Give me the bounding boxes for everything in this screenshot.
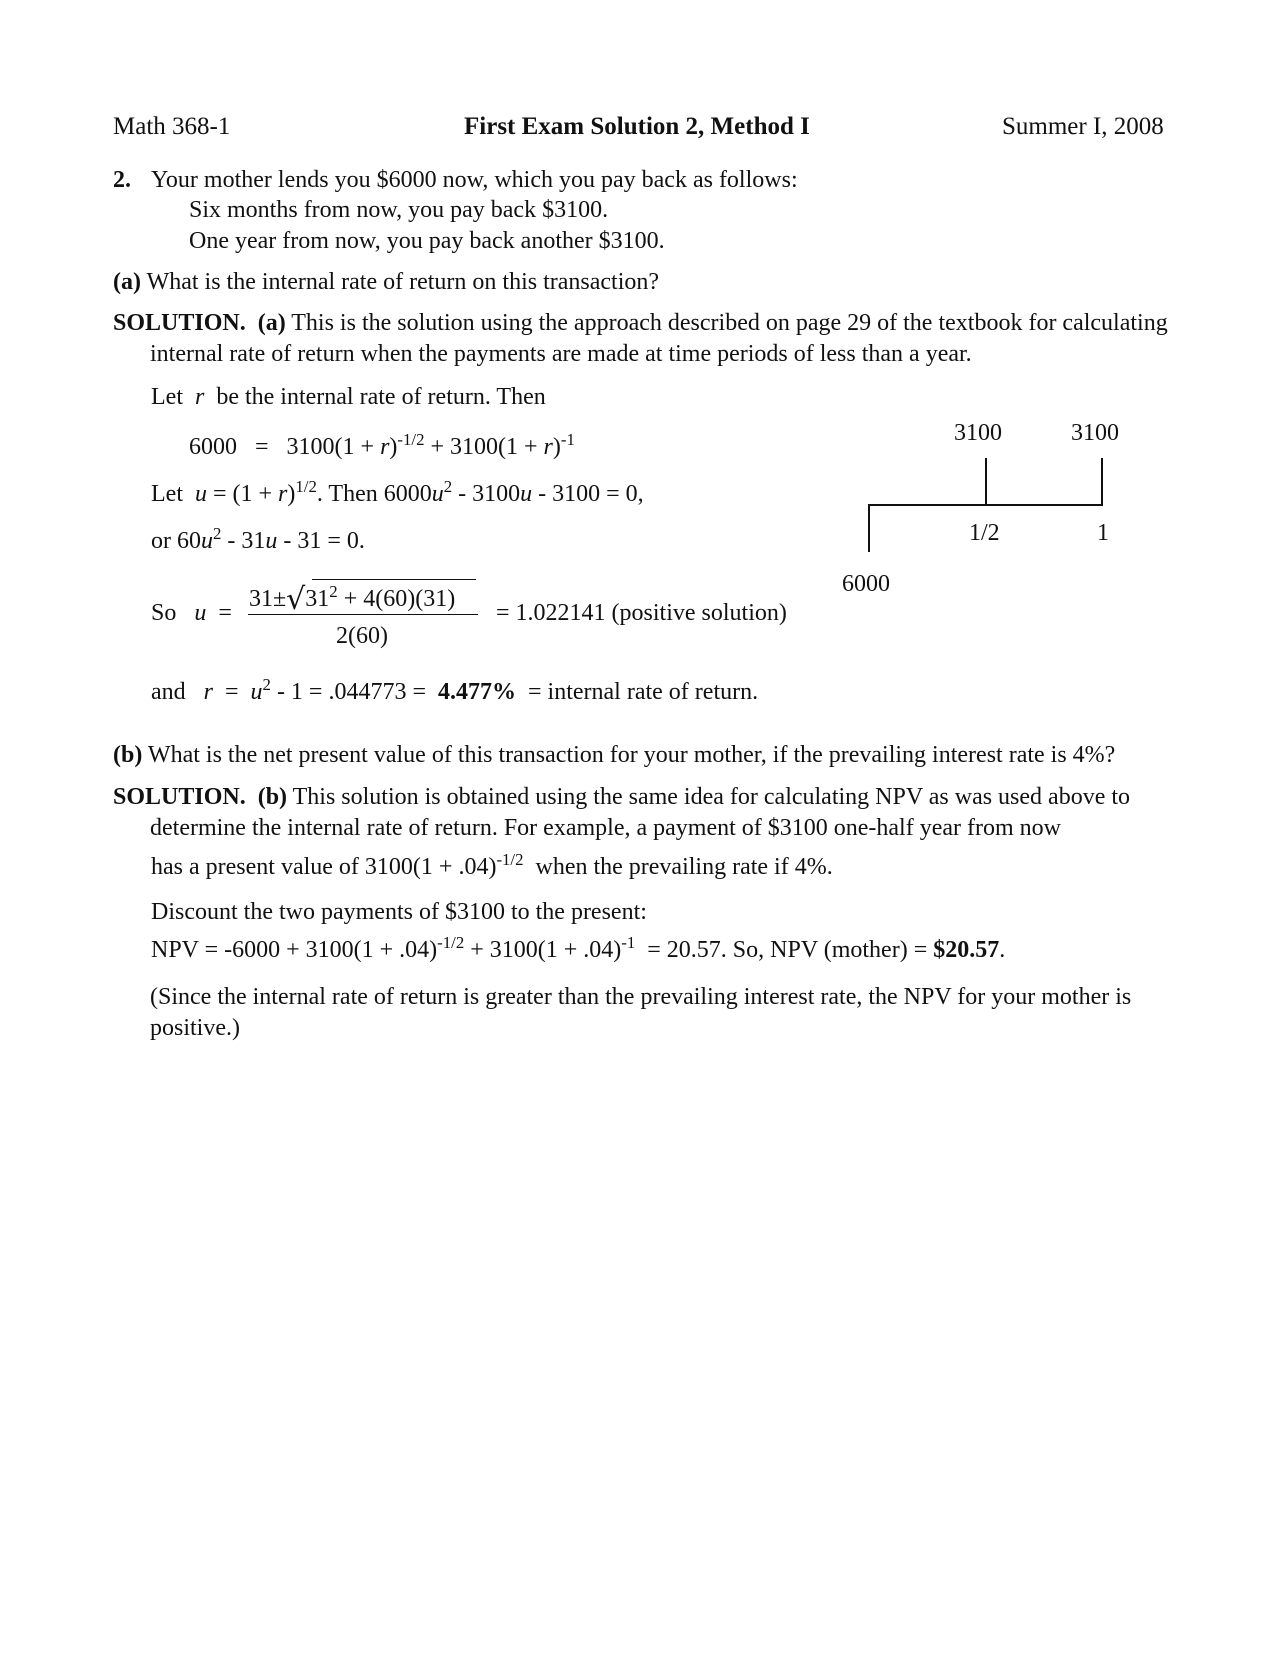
solution-b-paragraph: SOLUTION. (b) This solution is obtained using the same idea for calculating NPV as was used above to determine the internal rate of return. For example, a payment of $3100 one-half year from now — [113, 784, 1131, 841]
timeline-amount-one: 3100 — [1071, 420, 1119, 446]
payment-line-1: Six months from now, you pay back $3100. — [189, 197, 609, 223]
u-result: = 1.022141 (positive solution) — [496, 600, 787, 626]
so-u-label: So u = — [151, 600, 232, 626]
problem-statement: Your mother lends you $6000 now, which you pay back as follows: — [151, 167, 798, 193]
term-label: Summer I, 2008 — [1002, 113, 1164, 140]
payment-line-2: One year from now, you pay back another $3100. — [189, 228, 665, 254]
course-label: Math 368-1 — [113, 113, 231, 140]
let-r-line: Let r be the internal rate of return. Then — [151, 384, 546, 410]
quadratic-line: or $60u^2 - 31u - 31 = 0$. — [151, 523, 365, 554]
part-b-question: (b) What is the net present value of this transaction for your mother, if the prevailing interest rate is 4%? — [113, 742, 1116, 768]
sqrt-icon: √ — [286, 582, 306, 617]
timeline-label-one: 1 — [1097, 520, 1109, 546]
npv-note: (Since the internal rate of return is greater than the prevailing interest rate, the NPV for your mother is positive.) — [150, 984, 1132, 1041]
timeline-amount-now: 6000 — [842, 571, 890, 597]
let-u-line: Let $u = (1 + r)^{1/2}$. Then $6000u^2 - 3100u - 3100 = 0$, — [151, 476, 644, 507]
timeline-label-half: 1/2 — [969, 520, 1000, 546]
solution-a-paragraph: SOLUTION. (a) This is the solution using the approach described on page 29 of the textbook for calculating internal rate of return when the payments are made at time periods of less than a year. — [113, 310, 1168, 367]
fraction-denominator: 2(60) — [336, 623, 388, 649]
discount-line: Discount the two payments of $3100 to the present: — [151, 899, 647, 925]
part-a-question: (a) What is the internal rate of return on this transaction? — [113, 269, 660, 295]
irr-result: and $r = u^2 - 1 = .044773 = 4.477\%$ = internal rate of return. — [151, 674, 759, 705]
fraction-numerator: $31\pm√31^2 + 4(60)(31)$ — [249, 581, 456, 617]
page-title: First Exam Solution 2, Method I — [464, 113, 810, 140]
present-value-line: has a present value of $3100(1 + .04)^{-1/2}$ when the prevailing rate if 4%. — [151, 849, 833, 880]
npv-equation: NPV = $-6000 + 3100(1 + .04)^{-1/2} + 3100(1 + .04)^{-1} = 20.57$. So, NPV (mother) = $20.57. — [151, 932, 1006, 963]
problem-number: 2. — [113, 167, 131, 193]
irr-equation: 6000 = $3100(1 + r)^{-1/2} + 3100(1 + r)^{-1}$ — [189, 429, 575, 460]
timeline-amount-half: 3100 — [954, 420, 1002, 446]
